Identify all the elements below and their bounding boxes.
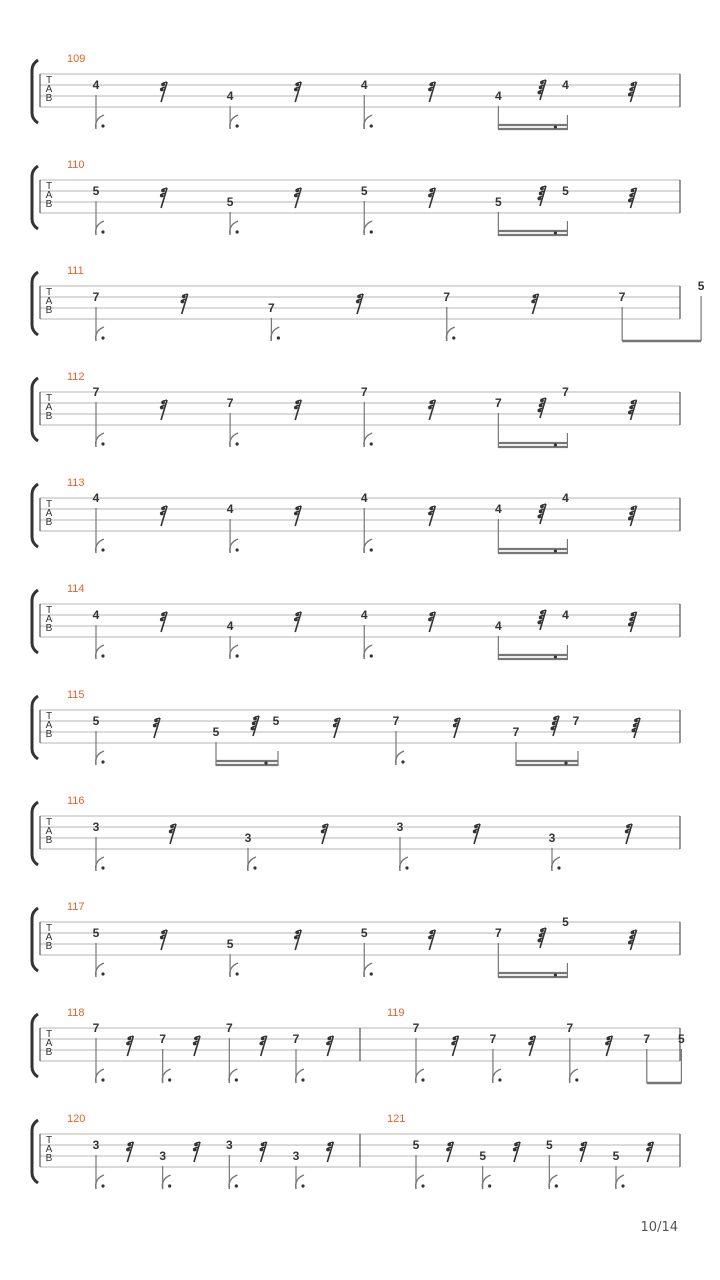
tab-system: [32, 53, 680, 130]
measure-number: 118: [67, 1007, 85, 1019]
fret-number: 5: [562, 184, 569, 198]
tab-clef-letter: T: [45, 1135, 53, 1146]
tab-clef-letter: T: [45, 711, 53, 722]
note-dot: [421, 1184, 424, 1187]
fret-number: 3: [92, 820, 100, 834]
tab-clef-letter: A: [45, 614, 53, 625]
system-bracket: [32, 696, 38, 759]
system-bracket: [32, 484, 38, 547]
measure-number: 121: [387, 1113, 406, 1125]
note-dot: [168, 1184, 171, 1187]
tab-clef-letter: B: [45, 1153, 53, 1164]
measure-number: 114: [67, 583, 85, 595]
note-dot: [253, 866, 256, 869]
fret-number: 7: [92, 1021, 100, 1035]
system-bracket: [32, 802, 38, 865]
system-bracket: [32, 166, 38, 229]
tab-clef-letter: T: [45, 605, 53, 616]
fret-number: 5: [226, 195, 234, 209]
fret-number: 7: [268, 301, 275, 315]
tab-clef-letter: B: [45, 941, 53, 952]
tab-clef-letter: T: [45, 499, 53, 510]
note-dot: [370, 972, 373, 975]
tab-clef-letter: A: [45, 826, 53, 837]
fret-number: 4: [562, 78, 569, 92]
note-dot: [370, 124, 373, 127]
note-dot: [554, 973, 557, 976]
tab-clef-letter: A: [45, 932, 53, 943]
fret-number: 4: [360, 78, 368, 92]
tab-system: [32, 901, 680, 978]
system-bracket: [32, 1120, 38, 1183]
fret-number: 4: [495, 502, 502, 516]
fret-number: 7: [392, 714, 400, 728]
fret-number: 5: [412, 1138, 420, 1152]
note-dot: [101, 866, 104, 869]
tab-clef-letter: A: [45, 190, 53, 201]
measure-number: 111: [67, 265, 84, 277]
fret-number: 5: [545, 1138, 553, 1152]
fret-number: 7: [512, 725, 520, 739]
tab-system: [32, 265, 705, 341]
note-dot: [301, 1184, 304, 1187]
fret-number: 7: [226, 396, 234, 410]
note-dot: [101, 972, 104, 975]
fret-number: 3: [244, 831, 252, 845]
fret-number: 7: [443, 290, 451, 304]
fret-number: 5: [92, 714, 100, 728]
fret-number: 4: [92, 491, 100, 505]
tab-clef-letter: T: [45, 817, 53, 828]
fret-number: 7: [495, 926, 502, 940]
tab-clef-letter: B: [45, 517, 53, 528]
tab-system: [32, 689, 680, 766]
fret-number: 5: [92, 926, 100, 940]
fret-number: 7: [412, 1021, 420, 1035]
fret-number: 7: [92, 385, 100, 399]
note-dot: [370, 230, 373, 233]
fret-number: 5: [360, 184, 368, 198]
fret-number: 7: [225, 1021, 233, 1035]
fret-number: 5: [495, 195, 502, 209]
fret-number: 5: [562, 915, 569, 929]
fret-number: 7: [489, 1032, 497, 1046]
note-dot: [554, 125, 557, 128]
fret-number: 7: [643, 1032, 651, 1046]
fret-number: 5: [212, 725, 220, 739]
note-dot: [236, 442, 239, 445]
system-bracket: [32, 60, 38, 123]
fret-number: 5: [92, 184, 100, 198]
fret-number: 3: [292, 1149, 300, 1163]
tab-clef-letter: A: [45, 296, 53, 307]
note-dot: [370, 654, 373, 657]
fret-number: 7: [159, 1032, 167, 1046]
tab-clef-letter: A: [45, 402, 53, 413]
fret-number: 3: [92, 1138, 100, 1152]
measure-number: 116: [67, 795, 85, 807]
note-dot: [370, 548, 373, 551]
fret-number: 7: [618, 290, 626, 304]
note-dot: [235, 1078, 238, 1081]
tab-clef-letter: B: [45, 305, 53, 316]
tab-clef-letter: T: [45, 181, 53, 192]
note-dot: [554, 443, 557, 446]
measure-number: 112: [67, 371, 85, 383]
fret-number: 5: [360, 926, 368, 940]
tab-clef-letter: A: [45, 1144, 53, 1155]
fret-number: 7: [292, 1032, 300, 1046]
fret-number: 4: [360, 491, 368, 505]
measure-number: 110: [67, 159, 85, 171]
tab-system: [32, 371, 680, 448]
tab-clef-letter: B: [45, 623, 53, 634]
tab-clef-letter: T: [45, 923, 53, 934]
system-bracket: [32, 272, 38, 335]
fret-number: 7: [495, 396, 502, 410]
tab-system: [32, 159, 680, 236]
fret-number: 7: [562, 385, 569, 399]
note-dot: [236, 548, 239, 551]
fret-number: 5: [612, 1149, 620, 1163]
note-dot: [405, 866, 408, 869]
tab-clef-letter: B: [45, 1047, 53, 1058]
note-dot: [101, 1184, 104, 1187]
tab-system: [32, 583, 680, 660]
note-dot: [101, 230, 104, 233]
measure-number: 119: [387, 1007, 405, 1019]
tab-clef-letter: T: [45, 287, 53, 298]
system-bracket: [32, 378, 38, 441]
fret-number: 7: [92, 290, 100, 304]
fret-number: 3: [225, 1138, 233, 1152]
tab-clef-letter: A: [45, 1038, 53, 1049]
fret-number: 4: [226, 89, 234, 103]
note-dot: [277, 336, 280, 339]
fret-number: 4: [562, 491, 569, 505]
fret-number: 5: [272, 714, 280, 728]
fret-number: 4: [92, 78, 100, 92]
note-dot: [554, 231, 557, 234]
note-dot: [264, 761, 267, 764]
fret-number: 3: [548, 831, 556, 845]
tab-clef-letter: B: [45, 729, 53, 740]
tab-clef-letter: B: [45, 411, 53, 422]
fret-number: 4: [360, 608, 368, 622]
tab-clef-letter: B: [45, 93, 53, 104]
note-dot: [235, 1184, 238, 1187]
fret-number: 5: [697, 279, 705, 293]
fret-number: 7: [572, 714, 580, 728]
note-dot: [555, 1184, 558, 1187]
note-dot: [101, 1078, 104, 1081]
note-dot: [452, 336, 455, 339]
tab-clef-letter: T: [45, 393, 53, 404]
note-dot: [621, 1184, 624, 1187]
system-bracket: [32, 1014, 38, 1077]
note-dot: [554, 549, 557, 552]
note-dot: [301, 1078, 304, 1081]
fret-number: 4: [226, 502, 234, 516]
fret-number: 4: [92, 608, 100, 622]
note-dot: [488, 1184, 491, 1187]
note-dot: [557, 866, 560, 869]
measure-number: 113: [67, 477, 85, 489]
fret-number: 5: [678, 1032, 685, 1046]
fret-number: 4: [226, 619, 234, 633]
note-dot: [101, 654, 104, 657]
fret-number: 3: [396, 820, 404, 834]
fret-number: 5: [226, 937, 234, 951]
note-dot: [498, 1078, 501, 1081]
tab-clef-letter: A: [45, 508, 53, 519]
tab-system: [32, 477, 680, 554]
note-dot: [370, 442, 373, 445]
tab-system: [32, 795, 680, 871]
fret-number: 7: [360, 385, 368, 399]
tab-system: [32, 1113, 680, 1189]
measure-number: 115: [67, 689, 85, 701]
note-dot: [421, 1078, 424, 1081]
fret-number: 4: [562, 608, 569, 622]
tab-system: [32, 1007, 685, 1083]
note-dot: [101, 760, 104, 763]
tab-clef-letter: A: [45, 720, 53, 731]
fret-number: 7: [566, 1021, 574, 1035]
measure-number: 109: [67, 53, 86, 65]
measure-number: 120: [67, 1113, 86, 1125]
fret-number: 4: [495, 619, 502, 633]
tab-clef-letter: T: [45, 75, 53, 86]
note-dot: [236, 124, 239, 127]
note-dot: [575, 1078, 578, 1081]
note-dot: [401, 760, 404, 763]
fret-number: 3: [159, 1149, 167, 1163]
note-dot: [101, 336, 104, 339]
note-dot: [101, 442, 104, 445]
system-bracket: [32, 908, 38, 971]
tab-clef-letter: B: [45, 199, 53, 210]
fret-number: 4: [495, 89, 502, 103]
tab-clef-letter: B: [45, 835, 53, 846]
page-number: 10/14: [640, 1220, 678, 1235]
note-dot: [101, 548, 104, 551]
note-dot: [564, 761, 567, 764]
system-bracket: [32, 590, 38, 653]
note-dot: [554, 655, 557, 658]
note-dot: [101, 124, 104, 127]
tab-clef-letter: T: [45, 1029, 53, 1040]
note-dot: [236, 654, 239, 657]
measure-number: 117: [67, 901, 85, 913]
tab-clef-letter: A: [45, 84, 53, 95]
fret-number: 5: [479, 1149, 487, 1163]
note-dot: [236, 230, 239, 233]
note-dot: [236, 972, 239, 975]
note-dot: [168, 1078, 171, 1081]
